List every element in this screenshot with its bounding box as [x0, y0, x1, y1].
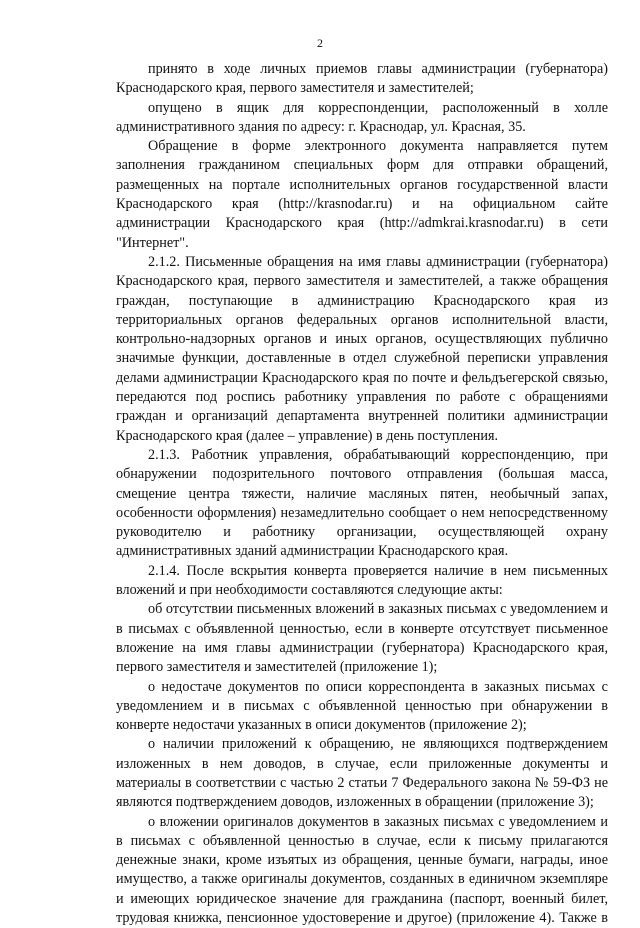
paragraph-section-2-1-4: 2.1.4. После вскрытия конверта проверяется наличие в нем письменных вложений и при необходимости составляются следующие акты:: [116, 562, 608, 599]
paragraph-1: принято в ходе личных приемов главы администрации (губернатора) Краснодарского края, первого заместителя и заместителей;: [116, 61, 608, 97]
paragraph-act-2: о недостаче документов по описи корреспондента в заказных письмах с уведомлением и в письмах с объявленной ценностью при обнаружении в конверте недостачи указанных в описи документов (приложение 2);: [116, 678, 608, 734]
paragraph-act-3: о наличии приложений к обращению, не являющихся подтверждением изложенных в нем доводов, в случае, если приложенные документы и материалы в соответствии с частью 2 статьи 7 Федерального закона № 59-ФЗ не являются подтверждением доводов, изложенных в обращении (приложение 3);: [116, 736, 608, 811]
paragraph-section-2-1-2: 2.1.2. Письменные обращения на имя главы администрации (губернатора) Краснодарского края, первого заместителя и заместителей, а также обращения граждан, поступающие в администрацию Краснодарского края из территориальных органов федеральных органов исполнительной власти, контрольно-надзорных органов и иных органов, осуществляющих публично значимые функции, доставленные в отдел служебной переписки управления делами администрации Краснодарского края по почте и фельдъегерской связью, передаются под роспись работнику управления по работе с обращениями граждан и организаций департамента внутренней политики администрации Краснодарского края (далее – управление) в день поступления.: [116, 253, 608, 444]
paragraph-act-4: о вложении оригиналов документов в заказных письмах с уведомлением и в письмах с объявленной ценностью в случае, если к письму прилагаются денежные знаки, кроме изъятых из обращения, ценные бумаги, награды, иное имущество, а также оригиналы документов, созданных в единичном экземпляре и имеющих юридическое значение для гражданина (паспорт, военный билет, трудовая книжка, пенсионное удостоверение и другое) (приложение 4). Также в: [116, 813, 608, 927]
paragraph-act-1: об отсутствии письменных вложений в заказных письмах с уведомлением и в письмах с объявленной ценностью, если в конверте отсутствует письменное вложение на имя главы администрации (губернатора) Краснодарского края, первого заместителя и заместителей (приложение 1);: [116, 601, 608, 676]
paragraph-section-2-1-3: 2.1.3. Работник управления, обрабатывающий корреспонденцию, при обнаружении подозрительного почтового отправления (большая масса, смещение центра тяжести, наличие масляных пятен, необычный запах, особенности оформления) незамедлительно сообщает о нем непосредственному руководителю и работнику организации, осуществляющей охрану административных зданий администрации Краснодарского края.: [116, 446, 608, 560]
page-number: 2: [317, 36, 323, 50]
document-body: [116, 60, 608, 928]
paragraph-3: Обращение в форме электронного документа направляется путем заполнения гражданином специальных форм для отправки обращений, размещенных на портале исполнительных органов государственной власти Краснодарского края (http://krasnodar.ru) и на официальном сайте администрации Краснодарского края (http://admkrai.krasnodar.ru) в сети "Интернет".: [116, 138, 608, 251]
paragraph-2: опущено в ящик для корреспонденции, расположенный в холле административного здания по адресу: г. Краснодар, ул. Красная, 35.: [116, 99, 608, 135]
